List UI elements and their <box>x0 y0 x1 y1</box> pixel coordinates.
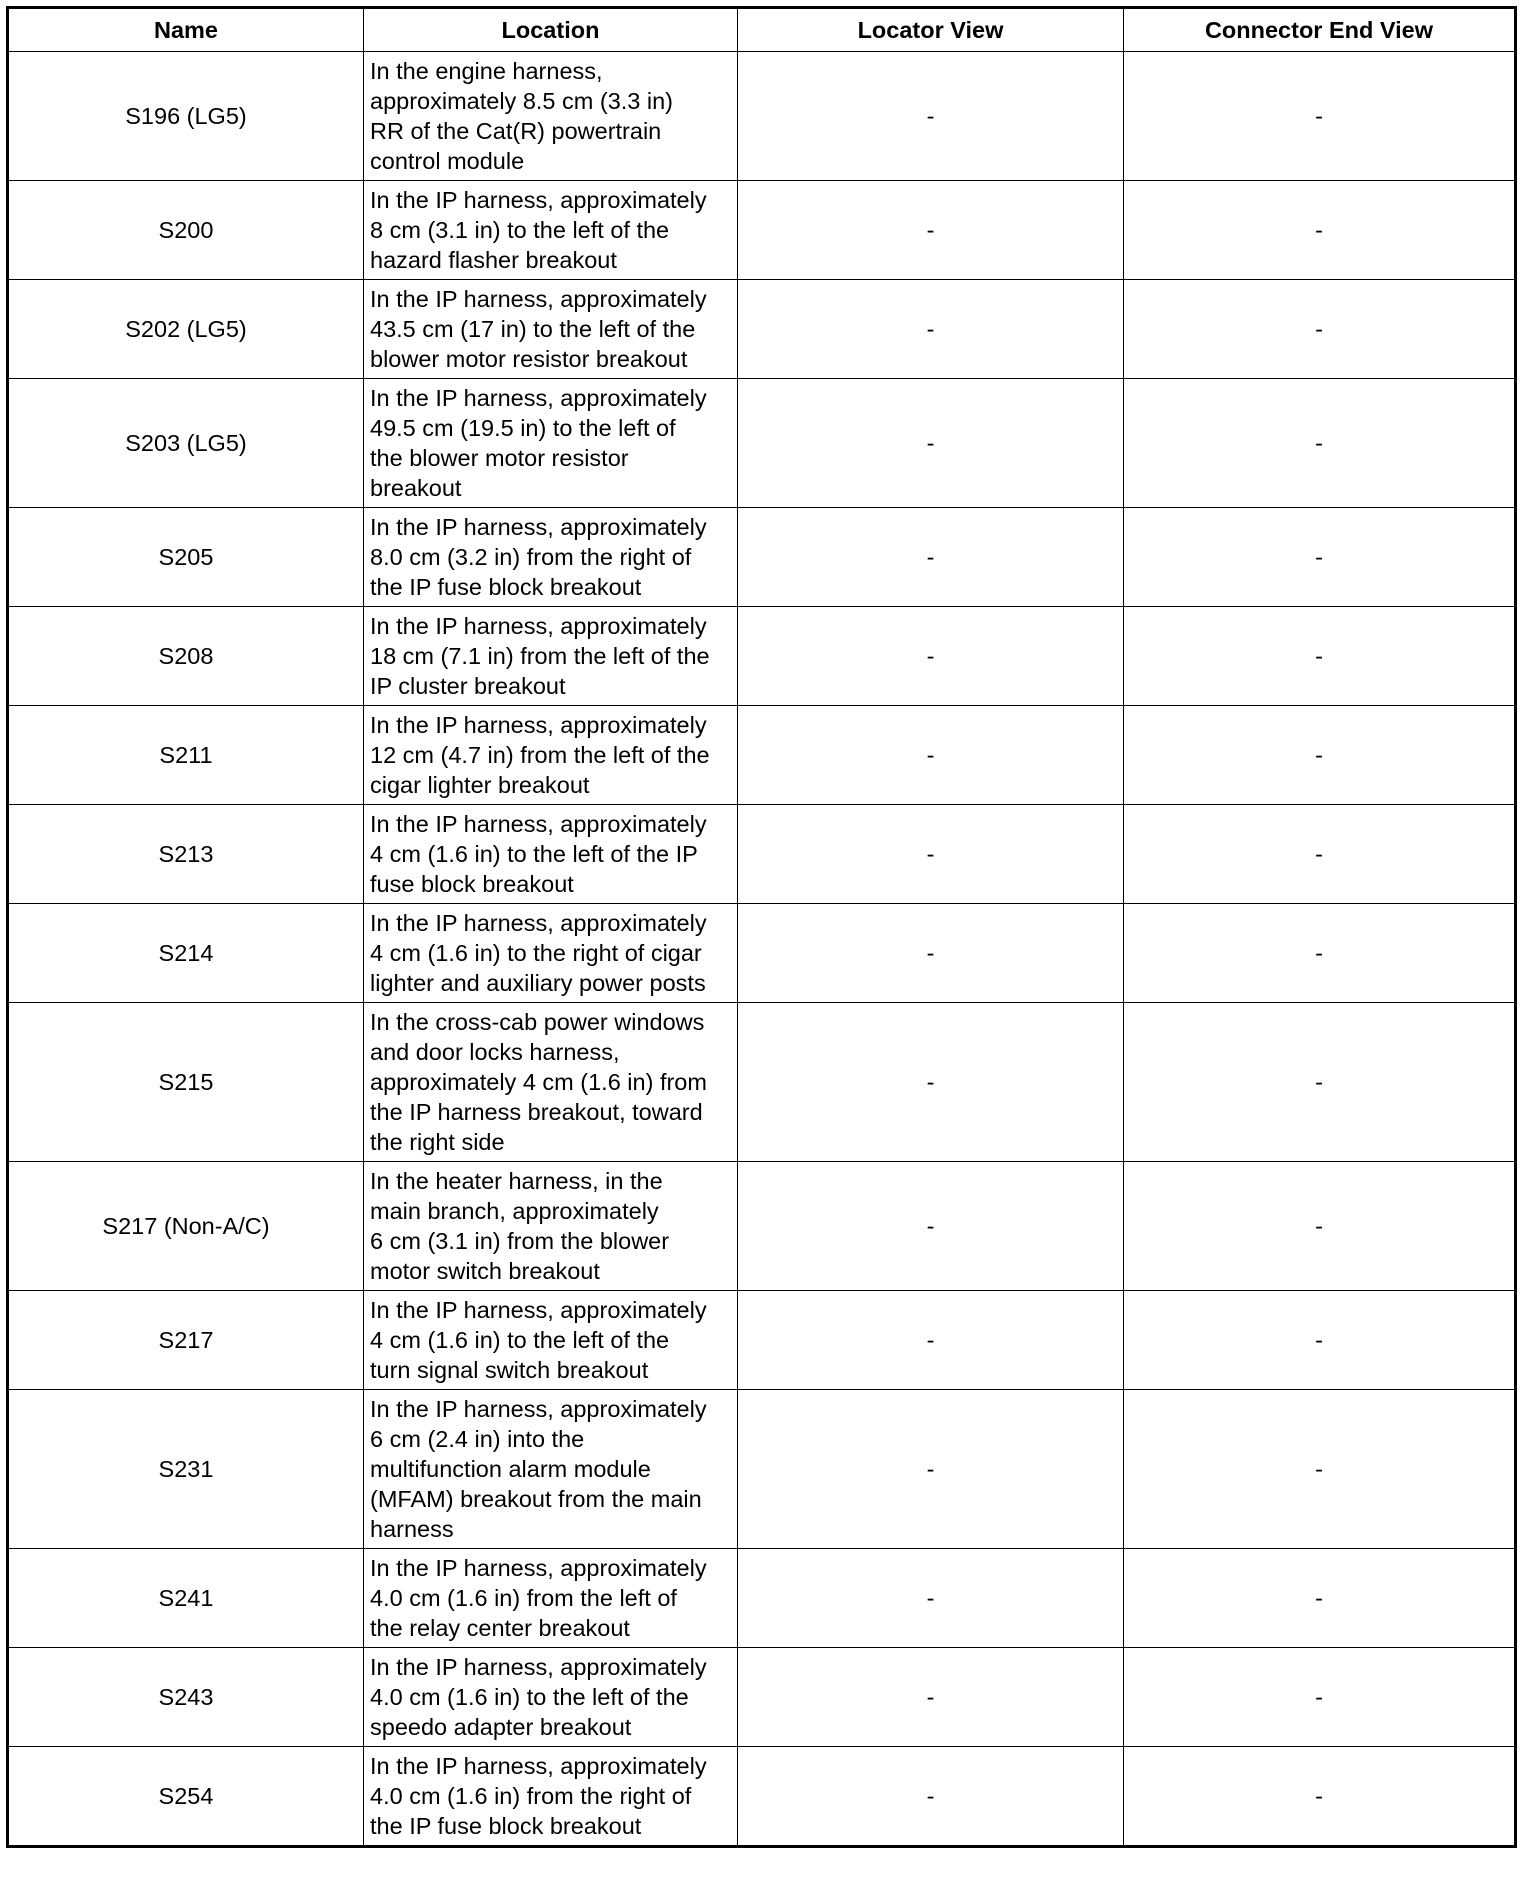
table-row <box>8 1549 1516 1648</box>
locator-view-cell: - <box>738 904 1124 1003</box>
location-line: In the IP harness, approximately <box>370 1654 707 1680</box>
connector-end-view-cell: - <box>1124 1291 1516 1390</box>
splice-name-cell: S205 <box>8 508 364 607</box>
location-cell <box>364 181 738 280</box>
location-cell <box>364 280 738 379</box>
location-cell <box>364 1747 738 1847</box>
connector-end-view-cell: - <box>1124 1549 1516 1648</box>
location-cell <box>364 52 738 181</box>
splice-table-container <box>6 6 1514 1848</box>
location-line: the right side <box>370 1129 505 1155</box>
locator-view-cell: - <box>738 607 1124 706</box>
location-line: IP cluster breakout <box>370 673 566 699</box>
location-line: 49.5 cm (19.5 in) to the left of <box>370 415 676 441</box>
location-line: the blower motor resistor <box>370 445 629 471</box>
locator-view-cell: - <box>738 1390 1124 1549</box>
table-body <box>8 52 1516 1847</box>
location-line: 4 cm (1.6 in) to the left of the IP <box>370 841 698 867</box>
location-line: RR of the Cat(R) powertrain <box>370 118 662 144</box>
location-line: the relay center breakout <box>370 1615 630 1641</box>
connector-end-view-cell: - <box>1124 508 1516 607</box>
locator-view-cell: - <box>738 280 1124 379</box>
locator-view-cell: - <box>738 1549 1124 1648</box>
splice-name-cell: S200 <box>8 181 364 280</box>
splice-location-table <box>6 6 1517 1848</box>
location-line: the IP fuse block breakout <box>370 1813 642 1839</box>
table-row <box>8 1648 1516 1747</box>
location-line: 6 cm (3.1 in) from the blower <box>370 1228 670 1254</box>
location-line: In the IP harness, approximately <box>370 187 707 213</box>
location-line: speedo adapter breakout <box>370 1714 632 1740</box>
location-line: 43.5 cm (17 in) to the left of the <box>370 316 696 342</box>
location-line: In the cross-cab power windows <box>370 1009 705 1035</box>
location-line: 4.0 cm (1.6 in) from the left of <box>370 1585 677 1611</box>
location-cell <box>364 379 738 508</box>
table-row <box>8 1390 1516 1549</box>
location-line: breakout <box>370 475 462 501</box>
connector-end-view-cell: - <box>1124 904 1516 1003</box>
location-line: approximately 4 cm (1.6 in) from <box>370 1069 707 1095</box>
location-line: In the IP harness, approximately <box>370 1396 707 1422</box>
location-line: approximately 8.5 cm (3.3 in) <box>370 88 674 114</box>
location-line: harness <box>370 1516 454 1542</box>
header-locator-view: Locator View <box>738 8 1124 52</box>
location-line: In the IP harness, approximately <box>370 1555 707 1581</box>
location-cell <box>364 1291 738 1390</box>
location-line: In the IP harness, approximately <box>370 1753 707 1779</box>
splice-name-cell: S231 <box>8 1390 364 1549</box>
location-line: control module <box>370 148 525 174</box>
location-line: In the IP harness, approximately <box>370 286 707 312</box>
location-line: 12 cm (4.7 in) from the left of the <box>370 742 710 768</box>
location-line: 8.0 cm (3.2 in) from the right of <box>370 544 692 570</box>
location-line: In the IP harness, approximately <box>370 1297 707 1323</box>
table-row <box>8 379 1516 508</box>
connector-end-view-cell: - <box>1124 607 1516 706</box>
location-line: In the IP harness, approximately <box>370 712 707 738</box>
location-cell <box>364 1549 738 1648</box>
location-line: In the IP harness, approximately <box>370 811 707 837</box>
location-line: and door locks harness, <box>370 1039 620 1065</box>
connector-end-view-cell: - <box>1124 379 1516 508</box>
table-row <box>8 1747 1516 1847</box>
location-cell <box>364 1162 738 1291</box>
table-row <box>8 181 1516 280</box>
table-row <box>8 805 1516 904</box>
table-row <box>8 1003 1516 1162</box>
table-row <box>8 52 1516 181</box>
location-line: 6 cm (2.4 in) into the <box>370 1426 585 1452</box>
connector-end-view-cell: - <box>1124 52 1516 181</box>
location-line: the IP harness breakout, toward <box>370 1099 703 1125</box>
header-location: Location <box>364 8 738 52</box>
location-line: 4 cm (1.6 in) to the left of the <box>370 1327 670 1353</box>
splice-name-cell: S202 (LG5) <box>8 280 364 379</box>
location-line: In the IP harness, approximately <box>370 385 707 411</box>
splice-name-cell: S196 (LG5) <box>8 52 364 181</box>
connector-end-view-cell: - <box>1124 280 1516 379</box>
location-line: In the IP harness, approximately <box>370 514 707 540</box>
splice-name-cell: S243 <box>8 1648 364 1747</box>
locator-view-cell: - <box>738 52 1124 181</box>
locator-view-cell: - <box>738 1291 1124 1390</box>
locator-view-cell: - <box>738 706 1124 805</box>
connector-end-view-cell: - <box>1124 1390 1516 1549</box>
locator-view-cell: - <box>738 805 1124 904</box>
location-line: 4 cm (1.6 in) to the right of cigar <box>370 940 702 966</box>
table-row <box>8 280 1516 379</box>
table-row <box>8 904 1516 1003</box>
location-line: In the IP harness, approximately <box>370 613 707 639</box>
locator-view-cell: - <box>738 1162 1124 1291</box>
table-row <box>8 706 1516 805</box>
table-row <box>8 508 1516 607</box>
splice-name-cell: S215 <box>8 1003 364 1162</box>
header-row <box>8 8 1516 52</box>
location-line: blower motor resistor breakout <box>370 346 688 372</box>
locator-view-cell: - <box>738 1648 1124 1747</box>
connector-end-view-cell: - <box>1124 706 1516 805</box>
location-line: the IP fuse block breakout <box>370 574 642 600</box>
locator-view-cell: - <box>738 1003 1124 1162</box>
table-header <box>8 8 1516 52</box>
location-line: hazard flasher breakout <box>370 247 617 273</box>
connector-end-view-cell: - <box>1124 1747 1516 1847</box>
connector-end-view-cell: - <box>1124 1648 1516 1747</box>
table-row <box>8 1162 1516 1291</box>
connector-end-view-cell: - <box>1124 181 1516 280</box>
table-row <box>8 607 1516 706</box>
location-cell <box>364 1390 738 1549</box>
location-line: (MFAM) breakout from the main <box>370 1486 702 1512</box>
table-row <box>8 1291 1516 1390</box>
location-line: 4.0 cm (1.6 in) to the left of the <box>370 1684 689 1710</box>
location-line: motor switch breakout <box>370 1258 600 1284</box>
location-line: In the heater harness, in the <box>370 1168 663 1194</box>
location-cell <box>364 1003 738 1162</box>
location-line: 4.0 cm (1.6 in) from the right of <box>370 1783 692 1809</box>
location-line: turn signal switch breakout <box>370 1357 649 1383</box>
location-line: main branch, approximately <box>370 1198 659 1224</box>
splice-name-cell: S203 (LG5) <box>8 379 364 508</box>
splice-name-cell: S213 <box>8 805 364 904</box>
splice-name-cell: S208 <box>8 607 364 706</box>
locator-view-cell: - <box>738 1747 1124 1847</box>
location-cell <box>364 508 738 607</box>
location-line: fuse block breakout <box>370 871 574 897</box>
locator-view-cell: - <box>738 379 1124 508</box>
header-connector-end-view: Connector End View <box>1124 8 1516 52</box>
splice-name-cell: S217 <box>8 1291 364 1390</box>
location-cell <box>364 904 738 1003</box>
location-line: In the engine harness, <box>370 58 603 84</box>
splice-name-cell: S217 (Non-A/C) <box>8 1162 364 1291</box>
location-line: cigar lighter breakout <box>370 772 590 798</box>
location-line: 18 cm (7.1 in) from the left of the <box>370 643 710 669</box>
connector-end-view-cell: - <box>1124 1162 1516 1291</box>
location-line: In the IP harness, approximately <box>370 910 707 936</box>
splice-name-cell: S211 <box>8 706 364 805</box>
splice-name-cell: S214 <box>8 904 364 1003</box>
locator-view-cell: - <box>738 508 1124 607</box>
location-cell <box>364 1648 738 1747</box>
location-cell <box>364 706 738 805</box>
connector-end-view-cell: - <box>1124 805 1516 904</box>
connector-end-view-cell: - <box>1124 1003 1516 1162</box>
location-line: 8 cm (3.1 in) to the left of the <box>370 217 670 243</box>
header-name: Name <box>8 8 364 52</box>
locator-view-cell: - <box>738 181 1124 280</box>
splice-name-cell: S241 <box>8 1549 364 1648</box>
location-cell <box>364 607 738 706</box>
location-line: multifunction alarm module <box>370 1456 651 1482</box>
splice-name-cell: S254 <box>8 1747 364 1847</box>
location-line: lighter and auxiliary power posts <box>370 970 706 996</box>
location-cell <box>364 805 738 904</box>
